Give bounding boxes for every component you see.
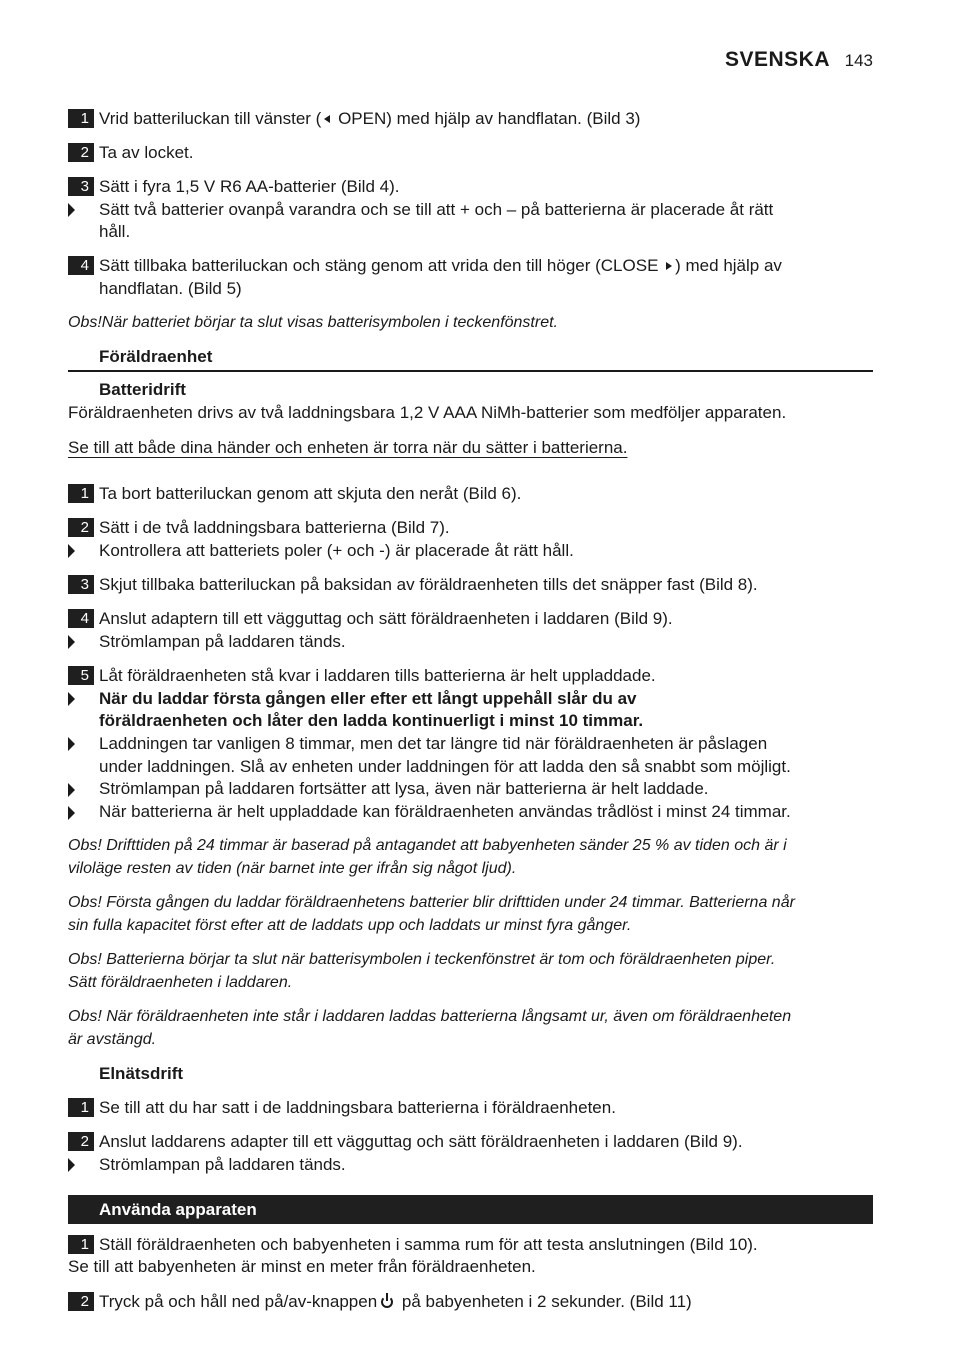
step-text: Vrid batteriluckan till vänster ( OPEN) med hjälp av handflatan. (Bild 3) bbox=[99, 109, 641, 128]
note: Obs! Batterierna börjar ta slut när batterisymbolen i teckenfönstret är tom och föräldraenheten piper. bbox=[68, 951, 776, 968]
step-number: 4 bbox=[68, 609, 94, 628]
bullet-marker bbox=[68, 635, 75, 649]
note: Obs! När föräldraenheten inte står i laddaren laddas batterierna långsamt ur, även om föräldraenheten bbox=[68, 1008, 792, 1025]
note: Obs! Första gången du laddar föräldraenhetens batterier blir drifttiden under 24 timmar. Batterierna når bbox=[68, 894, 795, 911]
intro-text: Föräldraenheten drivs av två laddningsbara 1,2 V AAA NiMh-batterier som medföljer apparaten. bbox=[68, 403, 787, 422]
triangle-left-icon bbox=[324, 115, 330, 123]
bullet-text: Kontrollera att batteriets poler (+ och -) är placerade åt rätt håll. bbox=[99, 541, 574, 560]
bullet-text: Strömlampan på laddaren tänds. bbox=[99, 632, 346, 651]
bullet-text: Laddningen tar vanligen 8 timmar, men det tar längre tid när föräldraenheten är påslagen bbox=[99, 734, 768, 753]
bullet-marker bbox=[68, 806, 75, 820]
step-text: Anslut adaptern till ett vägguttag och sätt föräldraenheten i laddaren (Bild 9). bbox=[99, 609, 673, 628]
bullet-marker bbox=[68, 1158, 75, 1172]
bullet-text: Sätt två batterier ovanpå varandra och se till att + och – på batterierna är placerade åt rätt bbox=[99, 200, 774, 219]
step-text: handflatan. (Bild 5) bbox=[99, 279, 242, 298]
note: Sätt föräldraenheten i laddaren. bbox=[68, 974, 293, 991]
note: viloläge resten av tiden (när barnet inte ger ifrån sig något ljud). bbox=[68, 860, 517, 877]
section-rule bbox=[68, 370, 873, 372]
step-text: Sätt i de två laddningsbara batterierna (Bild 7). bbox=[99, 518, 450, 537]
bullet-text: Strömlampan på laddaren tänds. bbox=[99, 1155, 346, 1174]
section-heading: Använda apparaten bbox=[99, 1200, 257, 1219]
step-text: Anslut laddarens adapter till ett vägguttag och sätt föräldraenheten i laddaren (Bild 9). bbox=[99, 1132, 743, 1151]
step-number: 5 bbox=[68, 666, 94, 685]
step-number: 3 bbox=[68, 177, 94, 196]
step-text: Sätt i fyra 1,5 V R6 AA-batterier (Bild 4). bbox=[99, 177, 400, 196]
subsection-heading: Batteridrift bbox=[99, 380, 186, 399]
warning-text: Se till att både dina händer och enheten är torra när du sätter i batterierna. bbox=[68, 438, 628, 457]
step-text: Ta av locket. bbox=[99, 143, 194, 162]
step-number: 2 bbox=[68, 143, 94, 162]
bullet-text: under laddningen. Slå av enheten under laddningen för att ladda den så snabbt som möjligt. bbox=[99, 757, 791, 776]
step-number: 1 bbox=[68, 484, 94, 503]
bullet-text: När batterierna är helt uppladdade kan föräldraenheten användas trådlöst i minst 24 timmar. bbox=[99, 802, 791, 821]
bullet-text: håll. bbox=[99, 222, 131, 241]
step-text: Se till att du har satt i de laddningsbara batterierna i föräldraenheten. bbox=[99, 1098, 616, 1117]
language-header: SVENSKA bbox=[724, 48, 830, 71]
bullet-marker bbox=[68, 544, 75, 558]
subsection-heading: Elnätsdrift bbox=[99, 1064, 184, 1083]
bullet-text: När du laddar första gången eller efter ett långt uppehåll slår du av bbox=[99, 689, 637, 708]
note: sin fulla kapacitet först efter att de laddats upp och laddats ur minst fyra gånger. bbox=[68, 917, 632, 934]
bullet-marker bbox=[68, 203, 75, 217]
step-number: 4 bbox=[68, 256, 94, 275]
step-text: Skjut tillbaka batteriluckan på baksidan av föräldraenheten tills det snäpper fast (Bild 8). bbox=[99, 575, 758, 594]
step-text: Tryck på och håll ned på/av-knappen på babyenheten i 2 sekunder. (Bild 11) bbox=[99, 1292, 692, 1311]
bullet-marker bbox=[68, 737, 75, 751]
note: är avstängd. bbox=[68, 1031, 157, 1048]
power-icon bbox=[381, 1296, 393, 1308]
step-number: 1 bbox=[68, 1098, 94, 1117]
bullet-marker bbox=[68, 783, 75, 797]
bullet-text: Strömlampan på laddaren fortsätter att lysa, även när batterierna är helt laddade. bbox=[99, 779, 709, 798]
page-number: 143 bbox=[844, 51, 873, 70]
step-text: Ställ föräldraenheten och babyenheten i samma rum för att testa anslutningen (Bild 10). bbox=[99, 1235, 758, 1254]
step-number: 2 bbox=[68, 1132, 94, 1151]
bullet-text: föräldraenheten och låter den ladda kontinuerligt i minst 10 timmar. bbox=[99, 711, 644, 730]
step-extra-text: Se till att babyenheten är minst en meter från föräldraenheten. bbox=[68, 1257, 536, 1276]
step-number: 1 bbox=[68, 109, 94, 128]
step-number: 1 bbox=[68, 1235, 94, 1254]
section-banner bbox=[68, 1195, 873, 1224]
triangle-right-icon bbox=[666, 262, 672, 270]
section-heading: Föräldraenhet bbox=[99, 347, 213, 366]
bullet-marker bbox=[68, 692, 75, 706]
step-number: 2 bbox=[68, 518, 94, 537]
step-number: 3 bbox=[68, 575, 94, 594]
step-text: Låt föräldraenheten stå kvar i laddaren tills batterierna är helt uppladdade. bbox=[99, 666, 656, 685]
step-text: Sätt tillbaka batteriluckan och stäng genom att vrida den till höger (CLOSE ) med hjälp av bbox=[99, 256, 782, 275]
note: Obs!När batteriet börjar ta slut visas batterisymbolen i teckenfönstret. bbox=[68, 314, 558, 331]
step-number: 2 bbox=[68, 1292, 94, 1311]
step-text: Ta bort batteriluckan genom att skjuta den neråt (Bild 6). bbox=[99, 484, 522, 503]
note: Obs! Drifttiden på 24 timmar är baserad på antagandet att babyenheten sänder 25 % av tiden och är i bbox=[68, 837, 787, 854]
